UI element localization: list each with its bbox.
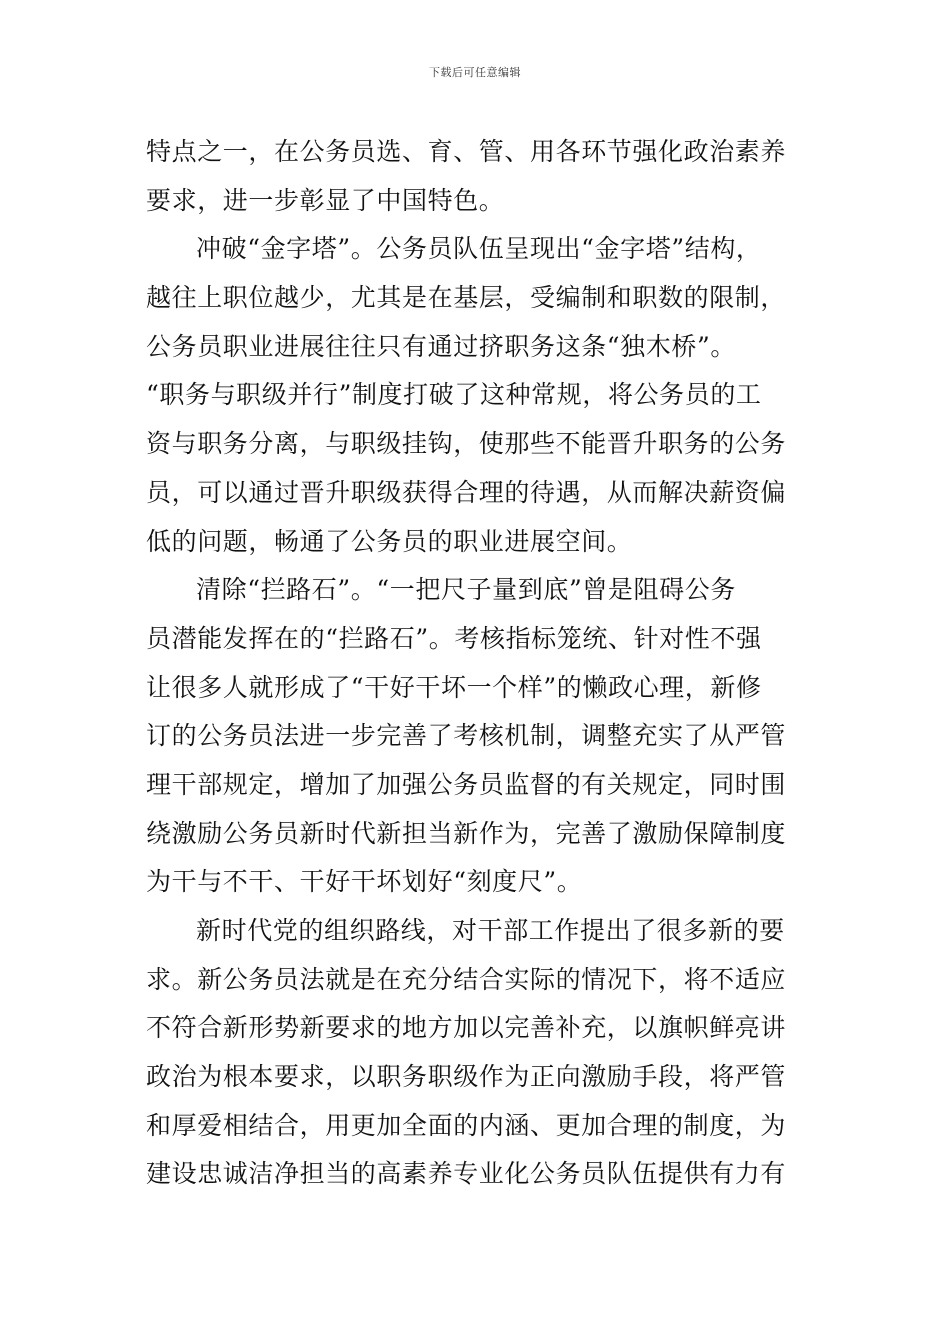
text-line: 越往上职位越少，尤其是在基层，受编制和职数的限制， [146,283,787,313]
text-line: 让很多人就形成了“干好干坏一个样”的懒政心理，新修 [146,672,762,702]
text-line: 建设忠诚洁净担当的高素养专业化公务员队伍提供有力有 [146,1159,787,1189]
text-line: 资与职务分离，与职级挂钩，使那些不能晋升职务的公务 [146,429,787,459]
text-line: 政治为根本要求，以职务职级作为正向激励手段，将严管 [146,1062,787,1092]
text-line: 员，可以通过晋升职级获得合理的待遇，从而解决薪资偏 [146,477,787,507]
text-line: 理干部规定，增加了加强公务员监督的有关规定，同时围 [146,769,787,799]
text-line: 订的公务员法进一步完善了考核机制，调整充实了从严管 [146,721,787,751]
text-line: 和厚爱相结合，用更加全面的内涵、更加合理的制度，为 [146,1110,787,1140]
text-line: “职务与职级并行”制度打破了这种常规，将公务员的工 [146,380,762,410]
text-line: 求。新公务员法就是在充分结合实际的情况下，将不适应 [146,964,787,994]
paragraph-start-line: 新时代党的组织路线，对干部工作提出了很多新的要 [196,916,785,945]
paragraph-start-line: 清除“拦路石”。“一把尺子量到底”曾是阻碍公务 [196,575,736,605]
text-line: 员潜能发挥在的“拦路石”。考核指标笼统、针对性不强 [146,623,762,653]
text-line: 绕激励公务员新时代新担当新作为，完善了激励保障制度 [146,818,787,848]
text-line: 为干与不干、干好干坏划好“刻度尺”。 [146,867,583,897]
body-text [146,128,816,1199]
page-header: 下载后可任意编辑 [429,66,521,79]
text-line: 特点之一，在公务员选、育、管、用各环节强化政治素养 [146,137,787,166]
text-line: 不符合新形势新要求的地方加以完善补充，以旗帜鲜亮讲 [146,1013,787,1043]
paragraph-start-line: 冲破“金字塔”。公务员队伍呈现出“金字塔”结构， [196,234,762,264]
text-line: 公务员职业进展往往只有通过挤职务这条“独木桥”。 [146,331,736,361]
text-line: 低的问题，畅通了公务员的职业进展空间。 [146,526,633,556]
text-line: 要求，进一步彰显了中国特色。 [146,185,505,215]
